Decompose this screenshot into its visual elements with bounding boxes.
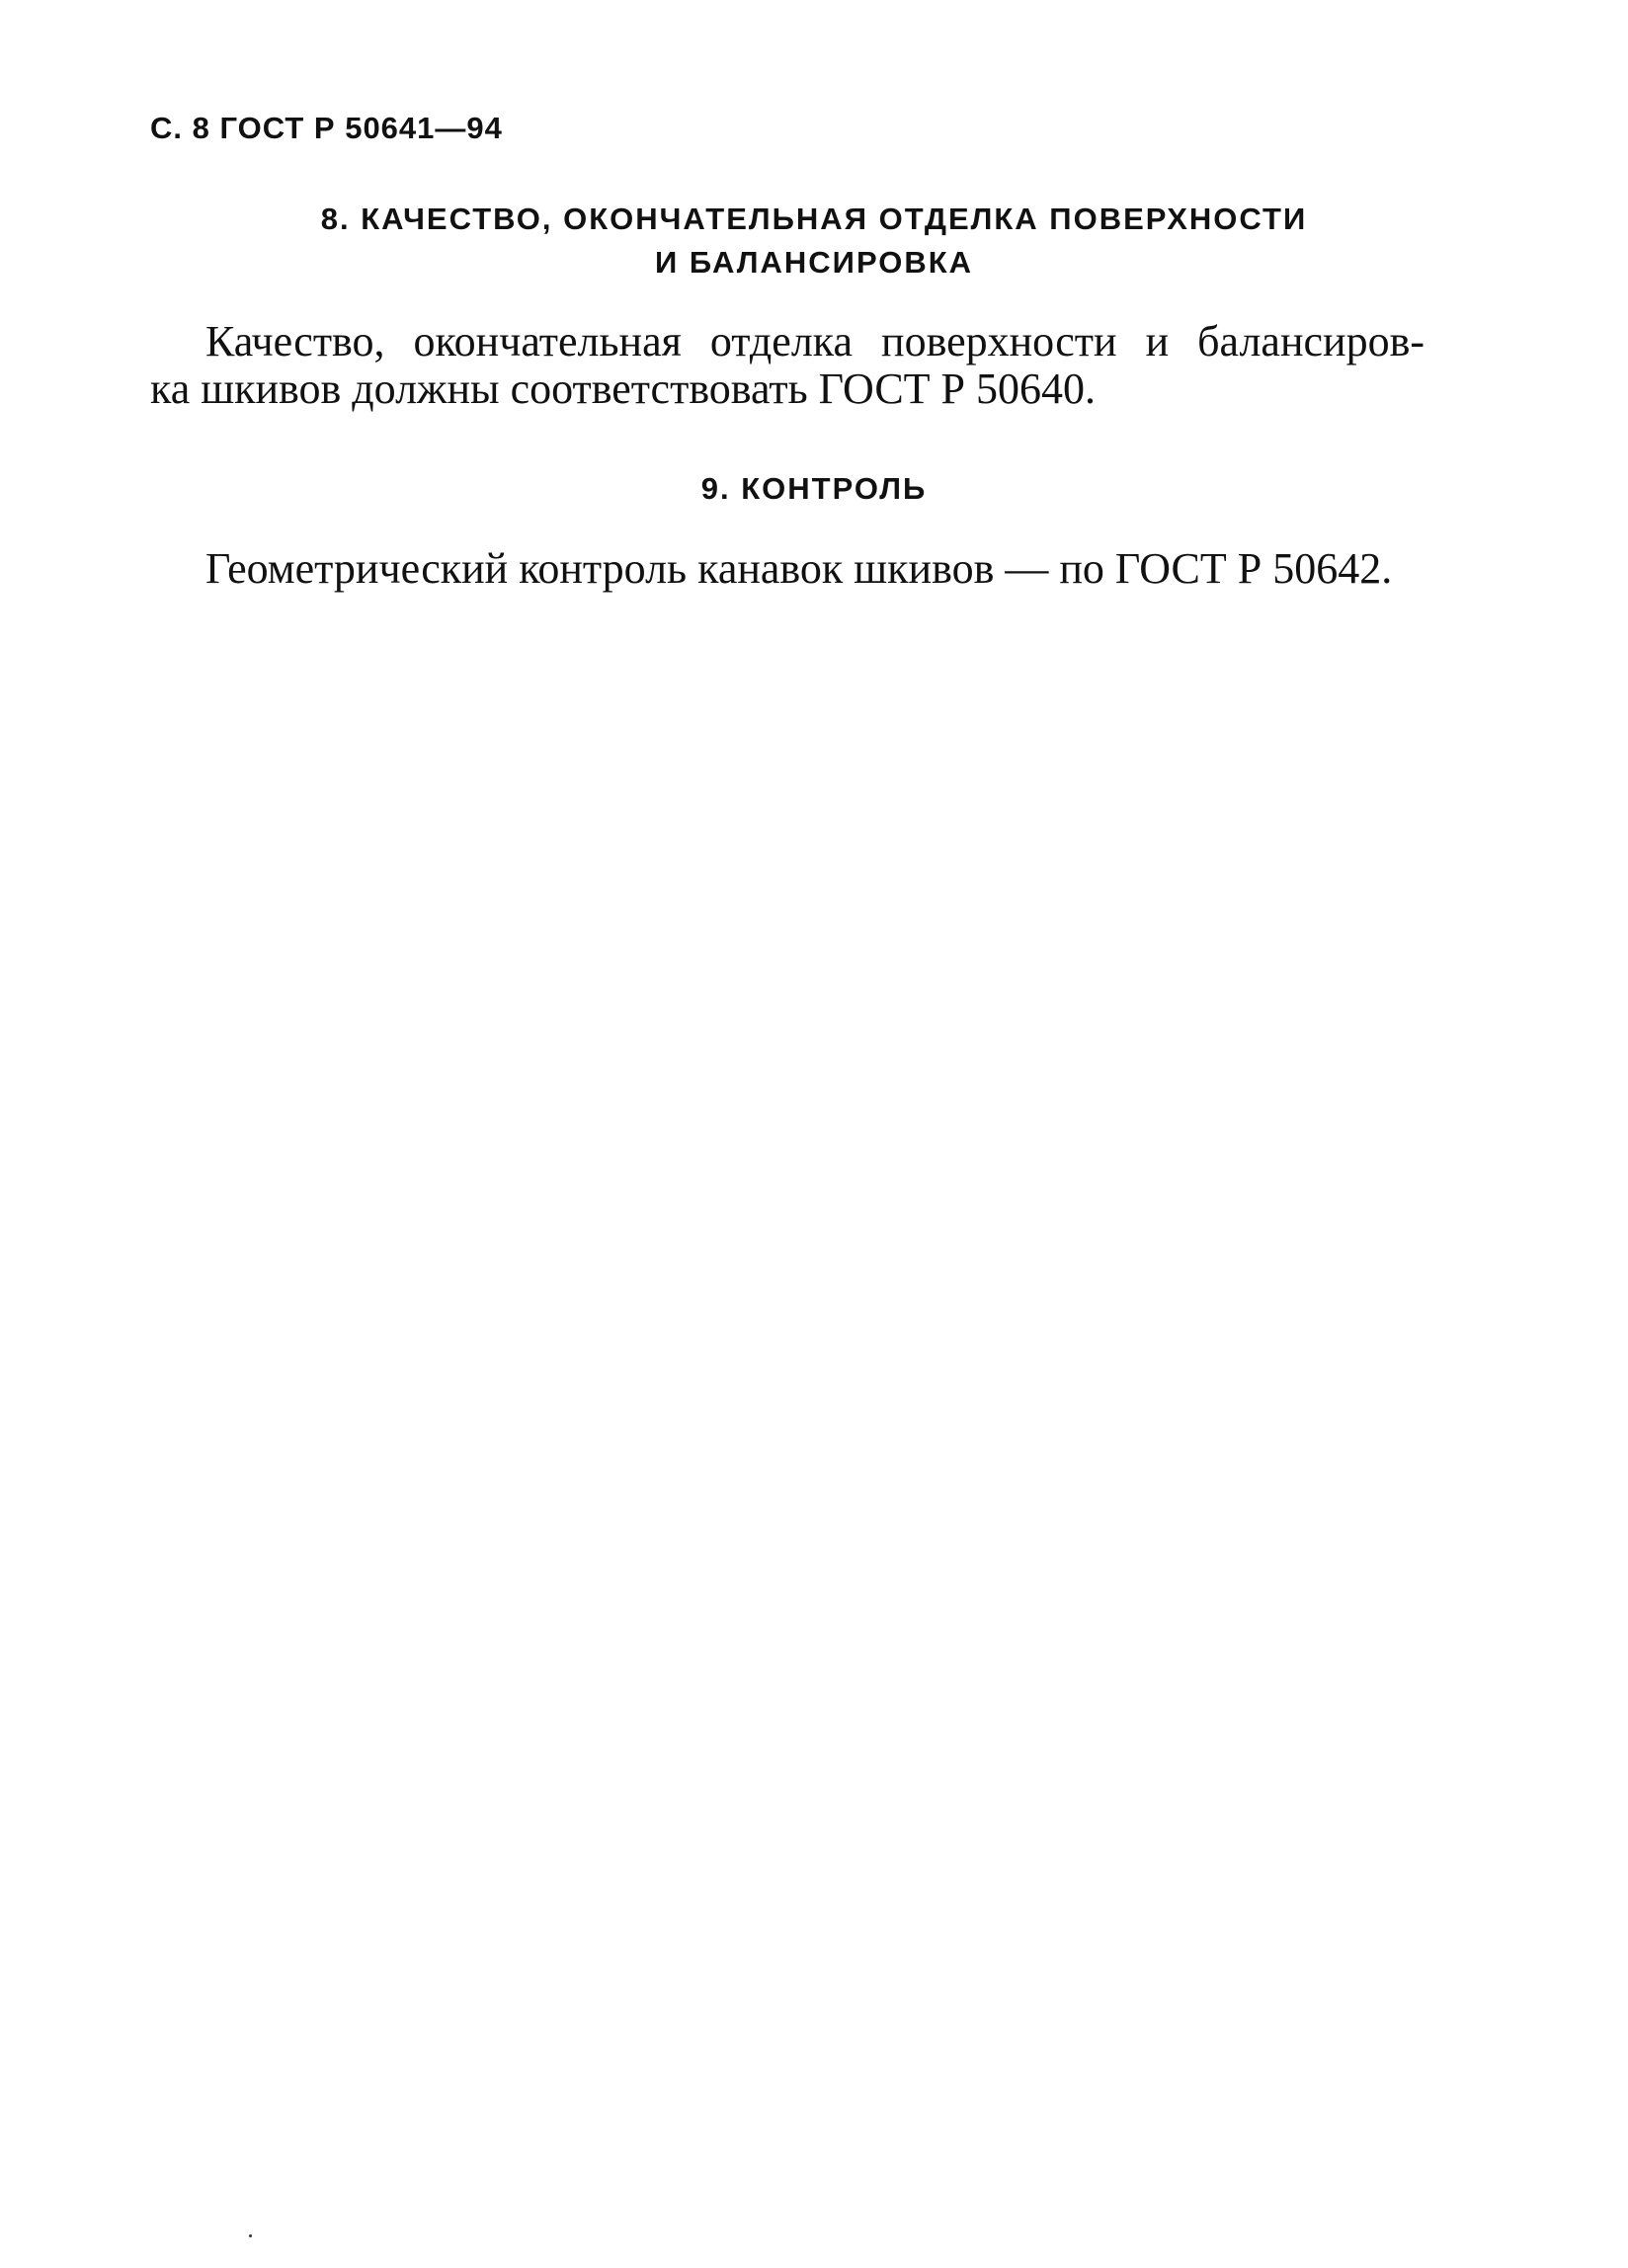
section-8-title-line-2: И БАЛАНСИРОВКА	[654, 245, 974, 280]
section-9-title	[0, 467, 1628, 511]
section-9-paragraph-line: Геометрический контроль канавок шкивов — по ГОСТ Р 50642.	[205, 544, 1393, 593]
section-9-paragraph	[150, 545, 1424, 593]
section-8-paragraph-line-2: ка шкивов должны соответствовать ГОСТ Р 50640.	[150, 364, 1097, 413]
section-8-paragraph	[150, 318, 1424, 413]
section-9-title-text: 9. КОНТРОЛЬ	[700, 471, 928, 506]
section-8-title	[0, 198, 1628, 284]
page-header: С. 8 ГОСТ Р 50641—94	[150, 111, 503, 145]
section-8-paragraph-line-1: Качество, окончательная отделка поверхности и балансиров-	[205, 317, 1424, 365]
scan-speck	[249, 2234, 252, 2237]
section-8-title-line-1: 8. КАЧЕСТВО, ОКОНЧАТЕЛЬНАЯ ОТДЕЛКА ПОВЕРХНОСТИ	[320, 202, 1308, 236]
